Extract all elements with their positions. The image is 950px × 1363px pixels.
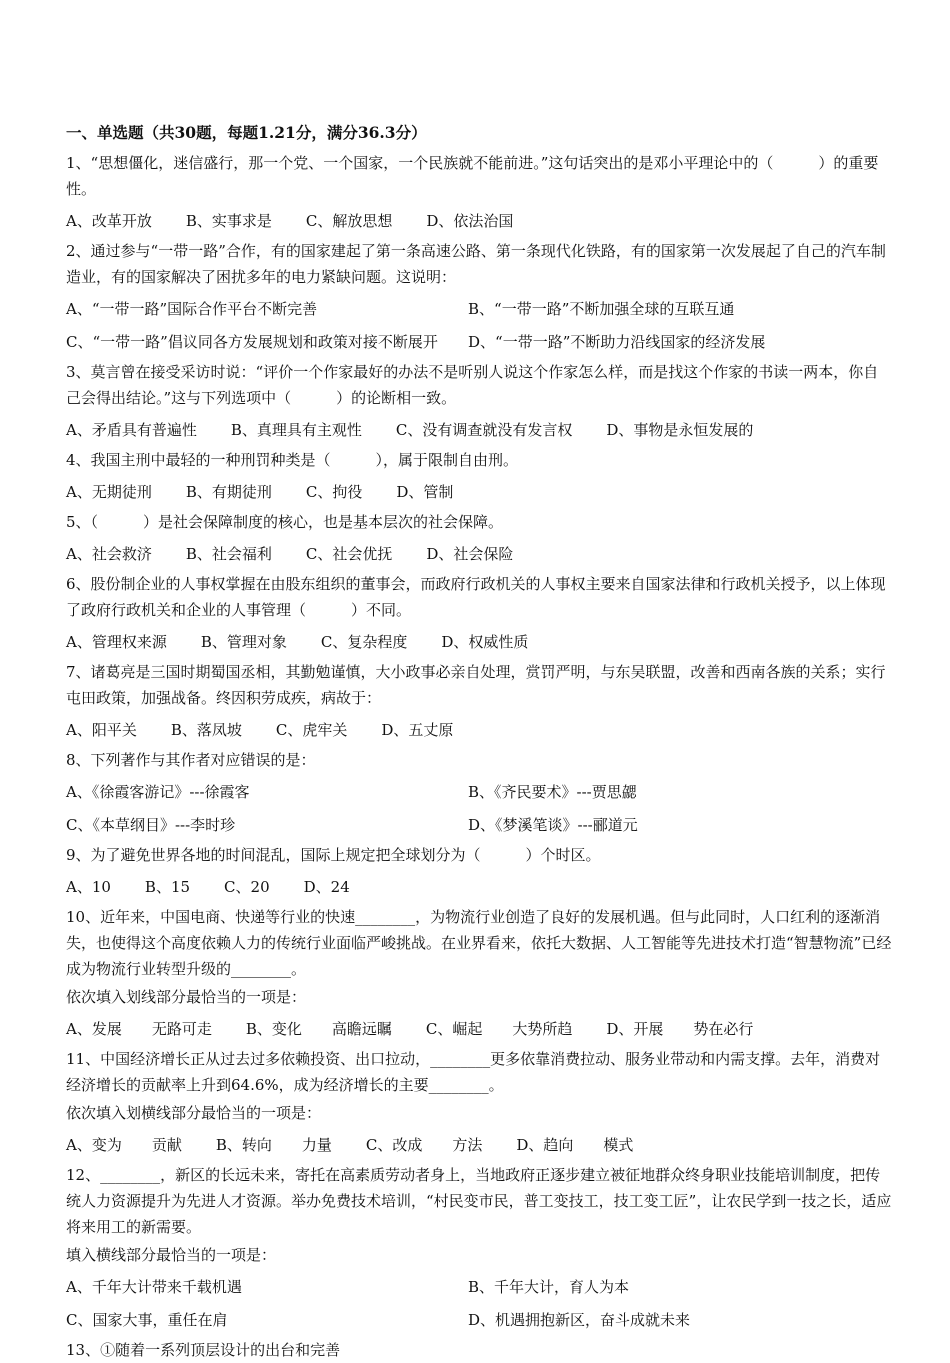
option-a[interactable]: A、阳平关 [66,721,137,739]
options-row [66,1132,892,1158]
option-b[interactable]: B、有期徒刑 [185,483,272,501]
option-b[interactable]: B、《齐民要术》---贾思勰 [468,783,637,801]
question-11 [66,1046,892,1158]
option-b[interactable]: B、15 [144,878,191,896]
option-a[interactable]: A、无期徒刑 [66,483,152,501]
option-a[interactable]: A、《徐霞客游记》---徐霞客 [66,783,250,801]
option-a[interactable]: A、变为 贡献 [66,1136,182,1154]
question-stem: 1、“思想僵化，迷信盛行，那一个党、一个国家，一个民族就不能前进。”这句话突出的是邓小平理论中的（ ）的重要性。 [66,154,879,198]
option-d[interactable]: D、《梦溪笔谈》---郦道元 [468,816,638,834]
exam-page [66,122,892,1363]
option-d[interactable]: D、依法治国 [426,212,514,230]
question-2 [66,238,892,355]
question-7 [66,659,892,743]
option-d[interactable]: D、开展 势在必行 [606,1020,754,1038]
option-b[interactable]: B、落凤坡 [170,721,242,739]
options-row [66,208,892,234]
question-stem: 4、我国主刑中最轻的一种刑罚种类是（ ），属于限制自由刑。 [66,451,519,469]
option-d[interactable]: D、社会保险 [426,545,514,563]
options-grid [66,296,892,355]
option-d[interactable]: D、24 [303,878,350,896]
option-d[interactable]: D、权威性质 [441,633,529,651]
question-4 [66,447,892,505]
option-b[interactable]: B、真理具有主观性 [230,421,362,439]
option-c[interactable]: C、20 [224,878,270,896]
question-6 [66,571,892,655]
question-stem: 2、通过参与“一带一路”合作，有的国家建起了第一条高速公路、第一条现代化铁路，有的国家第一次发展起了自己的汽车制造业，有的国家解决了困扰多年的电力紧缺问题。这说明： [66,242,886,286]
options-row [66,629,892,655]
option-b[interactable]: B、实事求是 [185,212,272,230]
question-instruction: 依次填入划横线部分最恰当的一项是： [66,1104,322,1122]
option-b[interactable]: B、“一带一路”不断加强全球的互联互通 [468,300,735,318]
option-c[interactable]: C、国家大事，重任在肩 [66,1311,228,1329]
option-a[interactable]: A、管理权来源 [66,633,167,651]
question-stem: 11、中国经济增长正从过去过多依赖投资、出口拉动，________更多依靠消费拉动、服务业带动和内需支撑。去年，消费对经济增长的贡献率上升到64.6%，成为经济增长的主要________。 [66,1050,881,1094]
option-c[interactable]: C、虎牢关 [275,721,348,739]
question-stem: 13、①随着一系列顶层设计的出台和完善 [66,1341,341,1359]
option-a[interactable]: A、社会救济 [66,545,152,563]
question-stem: 7、诸葛亮是三国时期蜀国丞相，其勤勉谨慎，大小政事必亲自处理，赏罚严明，与东吴联盟，改善和西南各族的关系；实行屯田政策，加强战备。终因积劳成疾，病故于： [66,663,886,707]
options-row [66,1016,892,1042]
option-c[interactable]: C、拘役 [305,483,363,501]
options-row [66,541,892,567]
option-b[interactable]: B、变化 高瞻远瞩 [245,1020,392,1038]
option-c[interactable]: C、社会优抚 [305,545,393,563]
option-b[interactable]: B、管理对象 [200,633,287,651]
option-d[interactable]: D、五丈原 [381,721,454,739]
question-stem: 9、为了避免世界各地的时间混乱，国际上规定把全球划分为（ ）个时区。 [66,846,601,864]
question-instruction: 填入横线部分最恰当的一项是： [66,1246,277,1264]
question-stem: 12、________，新区的长远未来，寄托在高素质劳动者身上，当地政府正逐步建立被征地群众终身职业技能培训制度，把传统人力资源提升为先进人才资源。举办免费技术培训，“村民变市民，普工变技工，技工变工匠”，让农民学到一技之长，适应将来用工的新需要。 [66,1166,892,1236]
question-stem: 3、莫言曾在接受采访时说：“评价一个作家最好的办法不是听别人说这个作家怎么样，而是找这个作家的书读一两本，你自己会得出结论。”这与下列选项中（ ）的论断相一致。 [66,363,879,407]
option-a[interactable]: A、改革开放 [66,212,152,230]
option-d[interactable]: D、趋向 模式 [516,1136,634,1154]
option-a[interactable]: A、“一带一路”国际合作平台不断完善 [66,300,318,318]
options-row [66,874,892,900]
question-13 [66,1337,892,1363]
options-row [66,417,892,443]
question-stem: 5、（ ）是社会保障制度的核心，也是基本层次的社会保障。 [66,513,504,531]
option-b[interactable]: B、千年大计，育人为本 [468,1278,630,1296]
option-a[interactable]: A、10 [66,878,111,896]
question-stem: 10、近年来，中国电商、快递等行业的快速________，为物流行业创造了良好的发展机遇。但与此同时，人口红利的逐渐消失，也使得这个高度依赖人力的传统行业面临严峻挑战。在业界看来，依托大数据、人工智能等先进技术打造“智慧物流”已经成为物流行业转型升级的________。 [66,908,892,978]
option-b[interactable]: B、社会福利 [185,545,272,563]
option-c[interactable]: C、没有调查就没有发言权 [395,421,573,439]
question-12 [66,1162,892,1333]
option-c[interactable]: C、《本草纲目》---李时珍 [66,816,236,834]
option-c[interactable]: C、改成 方法 [365,1136,483,1154]
question-instruction: 依次填入划线部分最恰当的一项是： [66,988,307,1006]
question-5 [66,509,892,567]
option-a[interactable]: A、矛盾具有普遍性 [66,421,197,439]
option-c[interactable]: C、崛起 大势所趋 [425,1020,573,1038]
options-row [66,479,892,505]
question-stem: 6、股份制企业的人事权掌握在由股东组织的董事会，而政府行政机关的人事权主要来自国家法律和行政机关授予，以上体现了政府行政机关和企业的人事管理（ ）不同。 [66,575,886,619]
option-c[interactable]: C、解放思想 [305,212,393,230]
option-a[interactable]: A、发展 无路可走 [66,1020,212,1038]
options-grid [66,1274,892,1333]
options-row [66,717,892,743]
option-d[interactable]: D、“一带一路”不断助力沿线国家的经济发展 [468,333,766,351]
question-stem: 8、下列著作与其作者对应错误的是： [66,751,316,769]
question-8 [66,747,892,838]
option-c[interactable]: C、“一带一路”倡议同各方发展规划和政策对接不断展开 [66,333,438,351]
option-d[interactable]: D、管制 [396,483,454,501]
option-c[interactable]: C、复杂程度 [320,633,408,651]
question-9 [66,842,892,900]
section-title: 一、单选题（共30题，每题1.21分，满分36.3分） [66,123,427,142]
question-10 [66,904,892,1042]
option-b[interactable]: B、转向 力量 [215,1136,332,1154]
option-d[interactable]: D、事物是永恒发展的 [606,421,754,439]
option-a[interactable]: A、千年大计带来千载机遇 [66,1278,242,1296]
options-grid [66,779,892,838]
option-d[interactable]: D、机遇拥抱新区，奋斗成就未来 [468,1311,691,1329]
question-1 [66,150,892,234]
question-3 [66,359,892,443]
